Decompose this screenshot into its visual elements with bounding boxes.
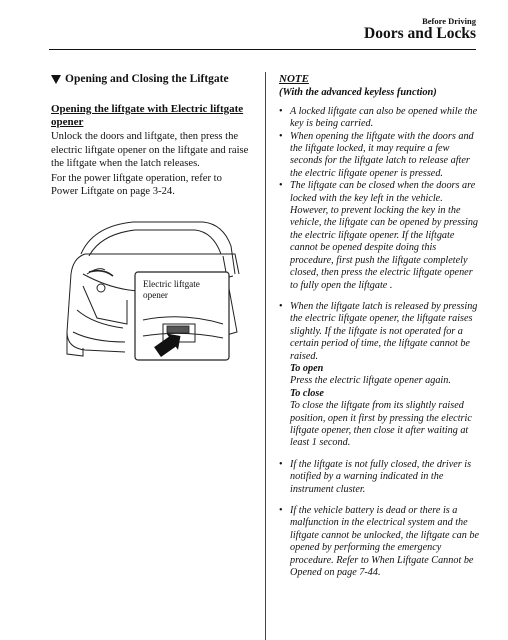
note-title: NOTE <box>279 73 309 85</box>
section-heading <box>51 73 251 85</box>
subsection-heading: Opening the liftgate with Electric liftgate opener <box>51 103 244 128</box>
figure-label-line-2: opener <box>143 290 168 300</box>
note-item: • When opening the liftgate with the doors and the liftgate locked, it may require a few seconds for the liftgate latch to release after the electric liftgate opener is pressed. <box>279 131 479 181</box>
note-item: • A locked liftgate can also be opened while the key is being carried. <box>279 106 479 131</box>
header-section-label: Before Driving <box>422 16 476 26</box>
header-rule <box>49 49 476 50</box>
to-open-label: To open <box>290 362 324 374</box>
header-title: Doors and Locks <box>364 25 476 42</box>
note-list <box>279 106 479 580</box>
note-item <box>279 301 479 450</box>
to-open-text: Press the electric liftgate opener again. <box>290 375 451 387</box>
note-subtitle: (With the advanced keyless function) <box>279 87 437 99</box>
instruction-paragraph: Unlock the doors and liftgate, then press the electric liftgate opener on the liftgate and raise the liftgate when the latch releases. <box>51 131 249 169</box>
reference-paragraph: For the power liftgate operation, refer to Power Liftgate on page 3-24. <box>51 172 222 197</box>
note-column <box>279 73 479 579</box>
left-column <box>51 73 251 199</box>
to-close-text: To close the liftgate from its slightly raised position, open it first by pressing the electric liftgate opener, then close it after waiting at least 1 second. <box>290 400 472 449</box>
note-item: • The liftgate can be closed when the doors are locked with the key left in the vehicle. However, to prevent locking the key in the vehicle, the liftgate can be opened by pressing the electric liftgate opener. If the liftgate cannot be opened despite doing this procedure, first push the liftgate completely closed, then press the electric liftgate opener to fully open the liftgate . <box>279 180 479 292</box>
note-item: • If the liftgate is not fully closed, the driver is notified by a warning indicated in the instrument cluster. <box>279 459 479 496</box>
liftgate-illustration <box>63 214 243 366</box>
note-item: • If the vehicle battery is dead or there is a malfunction in the electrical system and the liftgate cannot be unlocked, the liftgate can be opened by performing the emergency procedure. Refer to When Liftgate Cannot be Opened on page 7-44. <box>279 505 479 579</box>
section-heading-text: Opening and Closing the Liftgate <box>65 73 229 85</box>
to-close-label: To close <box>290 387 324 399</box>
figure-label-line-1: Electric liftgate <box>143 279 200 289</box>
column-divider <box>265 72 266 640</box>
triangle-bullet-icon <box>51 75 61 84</box>
note-item-text: • When the liftgate latch is released by pressing the electric liftgate opener, the liftgate raises slightly. If the liftgate is not operated for a certain period of time, the liftgate cannot be raised. <box>290 300 478 362</box>
